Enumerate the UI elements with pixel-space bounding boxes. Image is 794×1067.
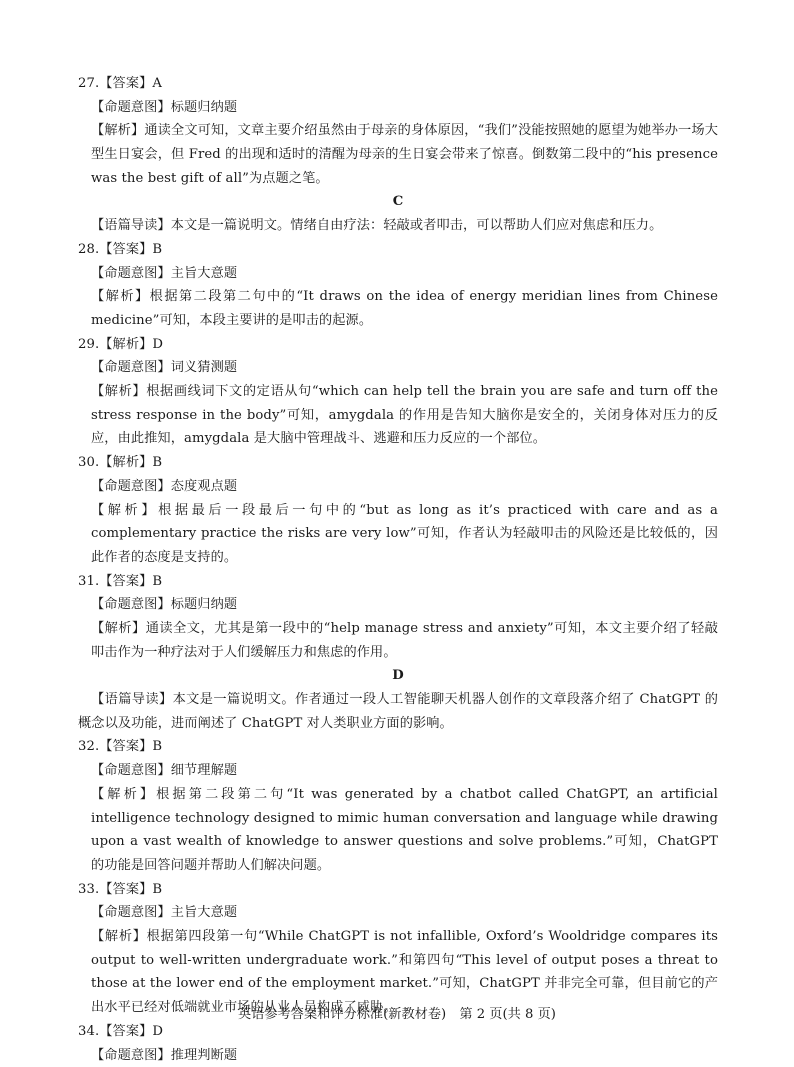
analysis-32: 【解析】根据第二段第二句“It was generated by a chatbot called ChatGPT, an artificial intelligence technology designed to mimic human conversation and language while drawing upon a vast wealth of knowledge to answer questions and solve problems.”可知，ChatGPT 的功能是回答问题并帮助人们解决问题。 <box>91 786 718 873</box>
document-body <box>78 72 718 1067</box>
page-footer: 英语参考答案和评分标准(新教材卷) 第 2 页(共 8 页) <box>238 1007 556 1022</box>
passage-guide-d: 【语篇导读】本文是一篇说明文。作者通过一段人工智能聊天机器人创作的文章段落介绍了 ChatGPT 的概念以及功能，进而阐述了 ChatGPT 对人类职业方面的影响。 <box>78 692 718 731</box>
analysis-31: 【解析】通读全文，尤其是第一段中的“help manage stress and anxiety”可知，本文主要介绍了轻敲叩击作为一种疗法对于人们缓解压力和焦虑的作用。 <box>91 620 718 660</box>
answer-28: 28.【答案】B <box>78 241 163 257</box>
intent-31: 【命题意图】标题归纳题 <box>91 597 238 613</box>
intent-28: 【命题意图】主旨大意题 <box>91 265 238 281</box>
intent-33: 【命题意图】主旨大意题 <box>91 905 238 921</box>
answer-33: 33.【答案】B <box>78 881 163 897</box>
intent-27: 【命题意图】标题归纳题 <box>91 99 238 115</box>
answer-27: 27.【答案】A <box>78 76 163 91</box>
answer-30: 30.【解析】B <box>78 455 163 471</box>
intent-29: 【命题意图】词义猜测题 <box>91 360 238 376</box>
analysis-33: 【解析】根据第四段第一句“While ChatGPT is not infallible, Oxford’s Wooldridge compares its output to well-written undergraduate work.”和第四句“This level of output poses a threat to those at the lower end of the employment market.”可知，ChatGPT 并非完全可靠，但目前它的产出水平已经对低端就业市场的从业人员构成了威胁。 <box>91 929 718 1016</box>
answer-29: 29.【解析】D <box>78 336 164 352</box>
answer-31: 31.【答案】B <box>78 573 163 589</box>
section-title-c: C <box>392 194 404 210</box>
analysis-28: 【解析】根据第二段第二句中的“It draws on the idea of energy meridian lines from Chinese medicine”可知，本段主要讲的是叩击的起源。 <box>91 289 718 328</box>
analysis-29: 【解析】根据画线词下文的定语从句“which can help tell the brain you are safe and turn off the stress response in the body”可知，amygdala 的作用是告知大脑你是安全的，关闭身体对压力的反应，由此推知，amygdala 是大脑中管理战斗、逃避和压力反应的一个部位。 <box>91 384 718 447</box>
intent-34: 【命题意图】推理判断题 <box>91 1047 238 1063</box>
section-title-d: D <box>392 668 404 684</box>
answer-34: 34.【答案】D <box>78 1023 164 1039</box>
passage-guide-c: 【语篇导读】本文是一篇说明文。情绪自由疗法：轻敲或者叩击，可以帮助人们应对焦虑和压力。 <box>91 218 663 234</box>
analysis-30: 【解析】根据最后一段最后一句中的“but as long as it’s practiced with care and as a complementary practice the risks are very low”可知，作者认为轻敲叩击的风险还是比较低的，因此作者的态度是支持的。 <box>91 502 718 565</box>
intent-30: 【命题意图】态度观点题 <box>91 478 238 494</box>
intent-32: 【命题意图】细节理解题 <box>91 763 238 779</box>
answer-32: 32.【答案】B <box>78 739 163 755</box>
analysis-27: 【解析】通读全文可知，文章主要介绍虽然由于母亲的身体原因，“我们”没能按照她的愿望为她举办一场大型生日宴会，但 Fred 的出现和适时的清醒为母亲的生日宴会带来了惊喜。倒数第二段中的“his presence was the best gift of all”为点题之笔。 <box>91 123 718 186</box>
